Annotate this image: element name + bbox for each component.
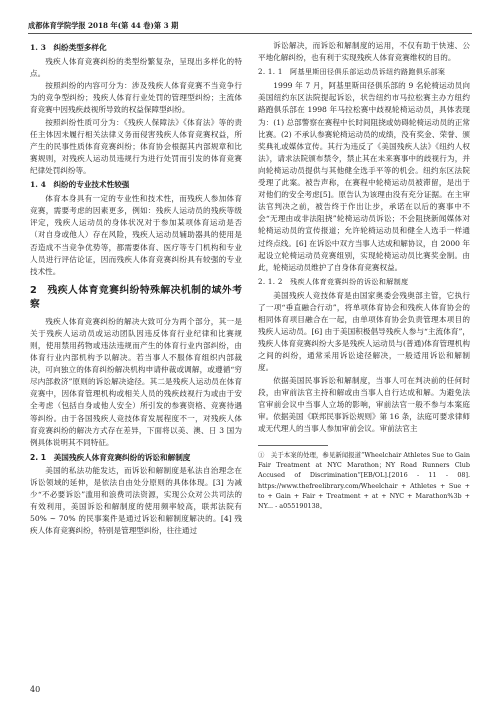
paragraph: 残疾人体育竞赛纠纷的解决大致可分为两个部分，其一是关于残疾人运动员或运动团队因违反体育行业纪律和比赛规则，使用禁用药物或违法违规而产生的体育行业内部纠纷，由体育行业内部机构予以解决。若当事人不服体育组织内部裁决，可向独立的体育纠纷解决机构申请仲裁或调解，或遵循“穷尽内部救济”原则的诉讼解决途径。其二是残疾人运动员在体育竞赛中，因体育管理机构或相关人员的残疾歧视行为或由于安全考虑（包括自身或他人安全）所引发的参赛资格、竞赛待遇等纠纷。由于各国残疾人竞技体育发展程度不一，对残疾人体育竞赛纠纷的解决方式存在差异，下面将以美、澳、日 3 国为例具体说明其不同特征。 bbox=[30, 316, 242, 447]
paragraph: 体育本身具有一定的专业性和技术性，而残疾人参加体育竞赛，需要考虑的因素更多，例如：残疾人运动员的残疾等级评定，残疾人运动员的身体状况对于参加某项体育运动是否（对自身或他人）存在风险，残疾人运动员辅助器具的使用是否造成不当竞争优势等，都需要体育、医疗等专门机构和专业人员进行评估论证，因而残疾人体育竞赛纠纷具有较强的专业技术性。 bbox=[30, 194, 242, 276]
section-heading-2-1-2: 2. 1. 2 残疾人体育竞赛纠纷的诉讼和解制度 bbox=[258, 276, 409, 286]
paragraph: 依据美国民事诉讼和解制度，当事人可在判决前的任何时段，由审前法官主持和解或由当事人自行达成和解。为避免法官审前会议中当事人立场的影响，审前法官一般不参与本案庭审。依据美国《联邦民事诉讼规则》第 16 条，法庭可要求律师或无代理人的当事人参加审前会议。审前法官主 bbox=[258, 375, 470, 433]
left-column bbox=[30, 40, 242, 537]
section-heading-1-4: 1. 4 纠纷的专业技术性较强 bbox=[30, 180, 130, 190]
running-header bbox=[28, 19, 472, 34]
paragraph: 诉讼解决，而诉讼和解制度的运用，不仅有助于快速、公平地化解纠纷，也有利于实现残疾人体育竞赛维权的目的。 bbox=[258, 41, 470, 63]
section-heading-1-3: 1. 3 纠纷类型多样化 bbox=[30, 43, 107, 52]
footnote-divider bbox=[258, 445, 328, 446]
paragraph: 按照纠纷的内容可分为：涉及残疾人体育竞赛不当竞争行为的竞争型纠纷；残疾人体育行业处罚的管理型纠纷；主流体育竞赛中因残疾歧视所导致的权益保障型纠纷。 bbox=[30, 81, 242, 115]
paragraph: 按照纠纷性质可分为：《残疾人保障法》《体育法》等的责任主体因未履行相关法律义务而侵害残疾人体育竞赛权益，所产生的民事性质体育竞赛纠纷；体育协会根据其内部规章和比赛规则，对残疾人运动员违规行为进行处罚而引发的体育竞赛纪律处罚纠纷等。 bbox=[30, 117, 242, 175]
paragraph: 1999 年 7 月，阿基里斯田径俱乐部的 9 名轮椅运动员向美国纽约东区法院提起诉讼，状告纽约市马拉松赛主办方纽约路跑俱乐部在 1998 年马拉松赛中歧视轮椅运动员，具体表现为：(1) 总部警察在赛程中长时间阻挠或妨碍轮椅运动员的正常比赛。(2) 不承认参赛轮椅运动员的成绩，没有奖金、荣誉、颁奖典礼或媒体宣传。其行为违反了《美国残疾人法》《纽约人权法》，请求法院颁布禁令，禁止其在未来赛事中的歧视行为，并向轮椅运动员提供与其他健全选手平等的机会。纽约东区法院受理了此案。被告声称，在赛程中轮椅运动员被滞留，是出于对他们的安全考虑[5]。原告认为该理由没有充分证据。在主审法官判决之前，被告终于作出让步，承诺在以后的赛事中不会“无理由或非法阻挠”轮椅运动员诉讼；不会阻挠新闻媒体对轮椅运动员的宣传报道；允许轮椅运动员和健全人选手一样通过终点线。[6] 在诉讼中双方当事人达成和解协议，自 2000 年起设立轮椅运动员竞赛组别，实现轮椅运动员比赛奖金制。由此，轮椅运动员维护了自身体育竞赛权益。 bbox=[258, 81, 470, 272]
journal-header-text: 成都体育学院学报 2018 年(第 44 卷)第 3 期 bbox=[28, 21, 179, 30]
section-heading-2: 2 残疾人体育竞赛纠纷特殊解决机制的域外考察 bbox=[30, 284, 242, 310]
section-heading-2-1: 2. 1 美国残疾人体育竞赛纠纷的诉讼和解制度 bbox=[30, 452, 191, 462]
paragraph: 残疾人体育竞赛纠纷的类型纷繁复杂，呈现出多样化的特点。 bbox=[30, 57, 242, 79]
paragraph: 美国的私法功能发达，而诉讼和解制度是私法自治理念在诉讼领域的延伸，是依法自由处分原则的具体体现。[3] 为减少“不必要诉讼”滥用和浪费司法资源，实现公众对公共司法的有效利用，美国诉讼和解制度的使用频率较高，联邦法院有 50% ~ 70% 的民事案件是通过诉讼和解制度解决的。[4] 残疾人体育竞赛纠纷，特别是管理型纠纷，往往通过 bbox=[30, 465, 242, 536]
page-number: 40 bbox=[30, 685, 41, 694]
paragraph: 美国残疾人竞技体育是由国家奥委会残奥部主管，它执行了一项“垂直融合行动”，将单项体育协会和残疾人体育协会的相同体育项目融合在一起，由单项体育协会负责管理本项目的残疾人运动员。[6] 由于美国积极倡导残疾人参与“主流体育”，残疾人体育竞赛纠纷大多是残疾人运动员与(普通)体育管理机构之间的纠纷，通常采用诉讼途径解决，一般适用诉讼和解制度。 bbox=[258, 290, 470, 373]
footnote: ① 关于本案的处理，参见新闻报道“Wheelchair Athletes Sue to Gain Fair Treatment at NYC Marathon；NY Road Runners Club Accused of Discrimination”[EB/OL].[2016 - 11 - 08]. https://www.thefreelibrary.com/Wheelchair + Athletes + Sue + to + Gain + Fair + Treatment + at + NYC + Marathon%3b + NY... - a055190138。 bbox=[258, 451, 470, 511]
section-heading-2-1-1: 2. 1. 1 阿基里斯田径俱乐部运动员诉纽约路跑俱乐部案 bbox=[258, 67, 446, 77]
right-column bbox=[258, 40, 470, 511]
